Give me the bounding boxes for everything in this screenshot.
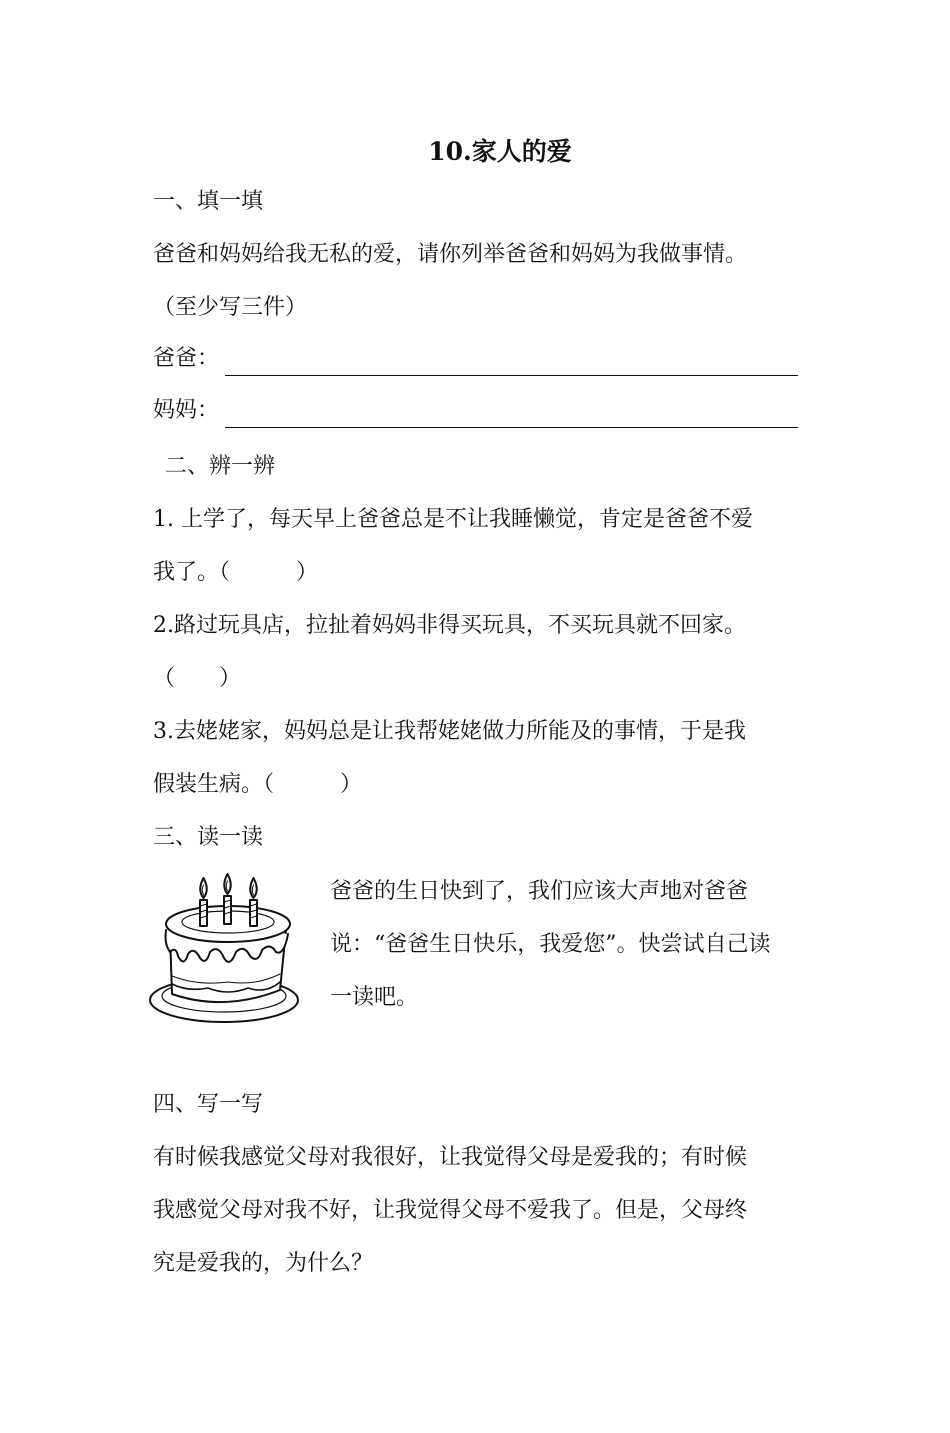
section-heading-judge: 二、辨一辨 — [165, 454, 276, 479]
read-text-line-3: 一读吧。 — [330, 985, 419, 1010]
question-3-line-1: 3.去姥姥家，妈妈总是让我帮姥姥做力所能及的事情，于是我 — [153, 719, 746, 744]
write-text-line-2: 我感觉父母对我不好，让我觉得父母不爱我了。但是，父母终 — [153, 1198, 748, 1223]
page-title: 10.家人的爱 — [428, 137, 572, 166]
write-text-line-1: 有时候我感觉父母对我很好，让我觉得父母是爱我的；有时候 — [153, 1145, 748, 1170]
father-answer-blank[interactable] — [225, 375, 798, 376]
question-1-line-1: 1. 上学了，每天早上爸爸总是不让我睡懒觉，肯定是爸爸不爱 — [153, 507, 753, 532]
question-2-line-2: （ ） — [153, 666, 242, 691]
question-2-line-1: 2.路过玩具店，拉扯着妈妈非得买玩具，不买玩具就不回家。 — [153, 613, 746, 638]
section-heading-write: 四、写一写 — [153, 1092, 264, 1117]
read-text-line-2: 说：“爸爸生日快乐，我爱您”。快尝试自己读 — [330, 932, 771, 957]
write-text-line-3: 究是爱我的，为什么？ — [153, 1251, 374, 1276]
mother-label: 妈妈： — [153, 398, 220, 423]
fill-prompt-line-2: （至少写三件） — [153, 295, 308, 320]
mother-answer-blank[interactable] — [225, 427, 798, 428]
section-heading-read: 三、读一读 — [153, 825, 264, 850]
mother-fill-row — [153, 396, 798, 428]
birthday-cake-icon — [148, 872, 308, 1034]
father-fill-row — [153, 344, 798, 376]
question-1-line-2: 我了。（ ） — [153, 560, 319, 585]
section-heading-fill: 一、填一填 — [153, 189, 264, 214]
question-3-line-2: 假装生病。（ ） — [153, 772, 363, 797]
father-label: 爸爸： — [153, 346, 220, 371]
fill-prompt-line-1: 爸爸和妈妈给我无私的爱，请你列举爸爸和妈妈为我做事情。 — [153, 242, 748, 267]
read-text-line-1: 爸爸的生日快到了，我们应该大声地对爸爸 — [330, 879, 749, 904]
